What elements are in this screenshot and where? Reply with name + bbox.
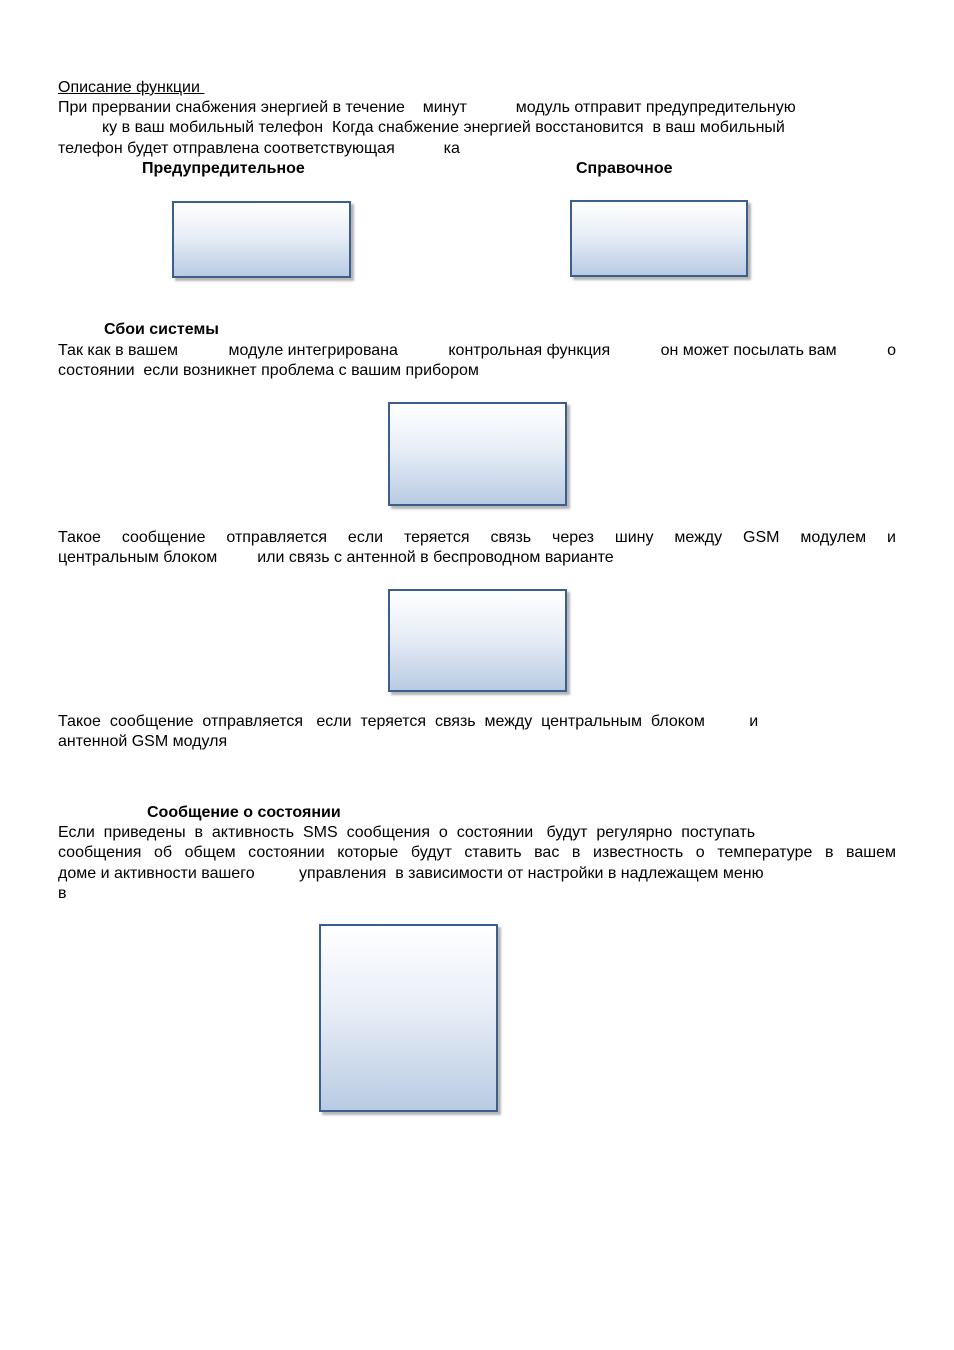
paragraph-power-line-1: При прервании снабжения энергией в течение минут модуль отправит предупредительную: [58, 99, 796, 116]
paragraph-bus-word: сообщение: [121, 529, 206, 546]
paragraph-control-word: контрольная функция: [448, 342, 611, 359]
paragraph-bus-loss-line-2: центральным блоком или связь с антенной в беспроводном варианте: [58, 549, 614, 566]
paragraph-status-word: известность: [592, 844, 684, 861]
bus-loss-sms-image: [388, 589, 567, 692]
paragraph-power-line-2: ку в ваш мобильный телефон Когда снабжение энергией восстановится в ваш мобильный: [102, 119, 785, 136]
paragraph-status-word: о: [695, 844, 705, 861]
paragraph-control-line-1: [58, 341, 896, 361]
paragraph-status-word: общем: [184, 844, 236, 861]
paragraph-bus-word: теряется: [403, 529, 470, 546]
paragraph-status-word: будут: [410, 844, 452, 861]
paragraph-antenna-loss-line-2: антенной GSM модуля: [58, 733, 228, 750]
section-heading-function-description: Описание функции: [58, 79, 205, 96]
paragraph-status-word: сообщения: [58, 844, 142, 861]
paragraph-bus-word: связь: [490, 529, 532, 546]
paragraph-status-line-2: [58, 843, 896, 863]
label-info-message: Справочное: [576, 160, 673, 177]
paragraph-control-word: о: [887, 342, 896, 359]
paragraph-bus-word: если: [347, 529, 384, 546]
status-sms-image: [319, 924, 498, 1112]
paragraph-status-word: в: [571, 844, 581, 861]
paragraph-bus-word: между: [674, 529, 723, 546]
paragraph-status-word: ставить: [464, 844, 522, 861]
section-heading-system-failures: Сбои системы: [104, 321, 219, 338]
section-heading-status-message: Сообщение о состоянии: [147, 804, 341, 821]
paragraph-control-word: Так как в вашем: [58, 342, 178, 359]
paragraph-control-line-2: состоянии если возникнет проблема с вашим прибором: [58, 362, 479, 379]
paragraph-control-word: модуле интегрирована: [228, 342, 398, 359]
paragraph-antenna-loss-line-1: Такое сообщение отправляется если теряется связь между центральным блоком и: [58, 713, 759, 730]
paragraph-bus-word: GSM: [743, 529, 780, 546]
paragraph-status-line-4: в: [58, 885, 67, 902]
paragraph-status-word: вас: [534, 844, 560, 861]
info-sms-image: [570, 200, 748, 277]
paragraph-control-word: он может посылать вам: [660, 342, 837, 359]
failure-sms-image: [388, 402, 567, 506]
paragraph-power-line-3: телефон будет отправлена соответствующая ка: [58, 140, 460, 157]
paragraph-status-word: в: [824, 844, 834, 861]
paragraph-status-word: температуре: [717, 844, 813, 861]
paragraph-bus-word: отправляется: [226, 529, 328, 546]
paragraph-bus-word: Такое: [58, 529, 101, 546]
paragraph-bus-word: модулем: [800, 529, 867, 546]
warning-sms-image: [172, 201, 351, 278]
paragraph-bus-word: через: [551, 529, 594, 546]
paragraph-status-word: состоянии: [248, 844, 325, 861]
paragraph-status-line-3: доме и активности вашего управления в зависимости от настройки в надлежащем меню: [58, 865, 764, 882]
paragraph-bus-word: и: [886, 529, 896, 546]
paragraph-status-word: об: [154, 844, 173, 861]
paragraph-status-word: вашем: [846, 844, 896, 861]
paragraph-status-line-1: Если приведены в активность SMS сообщения о состоянии будут регулярно поступать: [58, 824, 756, 841]
paragraph-bus-word: шину: [614, 529, 654, 546]
label-warning-message: Предупредительное: [142, 160, 305, 177]
paragraph-status-word: которые: [337, 844, 399, 861]
paragraph-bus-loss-line-1: [58, 528, 896, 548]
